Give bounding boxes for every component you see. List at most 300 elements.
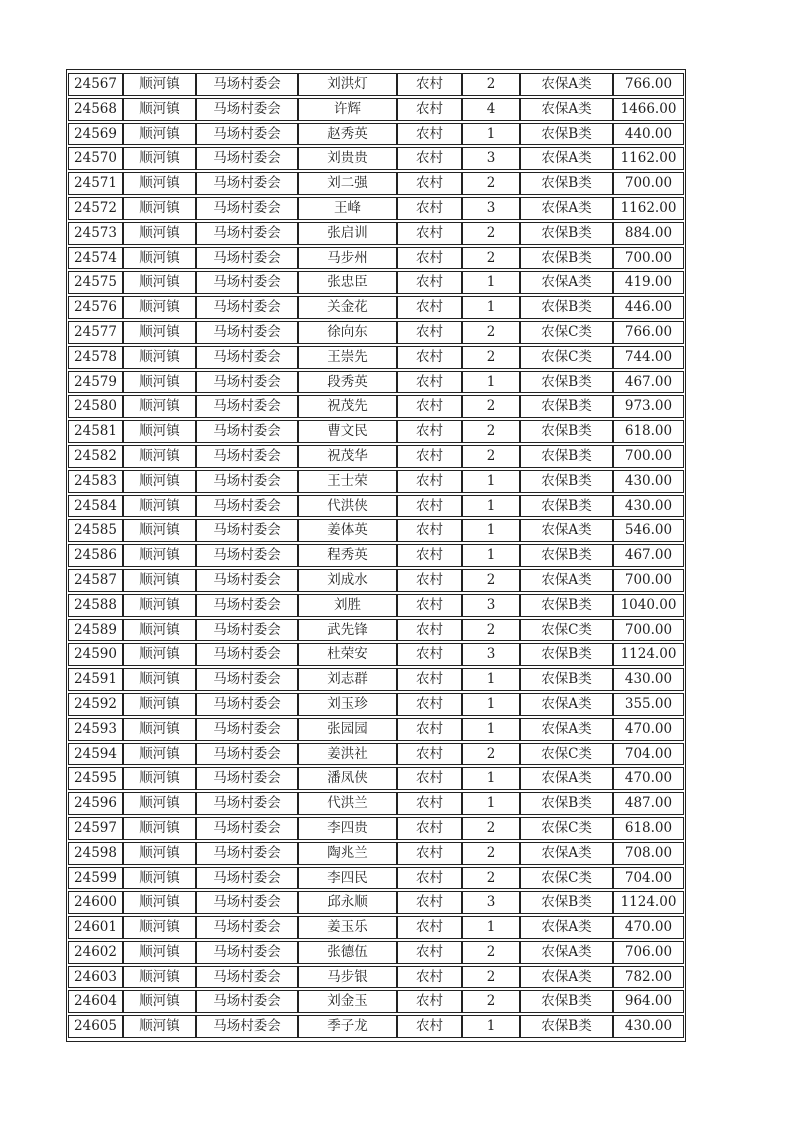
cell-town: 顺河镇 <box>123 271 196 294</box>
cell-insurance-category: 农保A类 <box>520 197 613 220</box>
table-row <box>68 544 684 567</box>
cell-amount: 706.00 <box>613 941 684 964</box>
cell-serial: 24580 <box>68 395 123 418</box>
cell-town: 顺河镇 <box>123 718 196 741</box>
table-row <box>68 941 684 964</box>
cell-insurance-category: 农保B类 <box>520 123 613 146</box>
cell-insurance-category: 农保A类 <box>520 718 613 741</box>
cell-village: 马场村委会 <box>196 916 298 939</box>
cell-serial: 24573 <box>68 222 123 245</box>
cell-person-count: 2 <box>462 842 520 865</box>
cell-serial: 24605 <box>68 1015 123 1038</box>
table-row <box>68 693 684 716</box>
cell-amount: 430.00 <box>613 470 684 493</box>
cell-serial: 24575 <box>68 271 123 294</box>
cell-insurance-category: 农保B类 <box>520 495 613 518</box>
cell-residence-type: 农村 <box>397 916 462 939</box>
cell-person-count: 1 <box>462 296 520 319</box>
cell-town: 顺河镇 <box>123 296 196 319</box>
cell-residence-type: 农村 <box>397 222 462 245</box>
table-row <box>68 123 684 146</box>
cell-amount: 700.00 <box>613 569 684 592</box>
cell-name: 武先锋 <box>298 619 397 642</box>
cell-residence-type: 农村 <box>397 197 462 220</box>
table-row <box>68 767 684 790</box>
cell-person-count: 2 <box>462 222 520 245</box>
cell-town: 顺河镇 <box>123 420 196 443</box>
cell-person-count: 1 <box>462 123 520 146</box>
table-row <box>68 420 684 443</box>
cell-residence-type: 农村 <box>397 743 462 766</box>
cell-name: 代洪侠 <box>298 495 397 518</box>
cell-town: 顺河镇 <box>123 495 196 518</box>
cell-serial: 24600 <box>68 891 123 914</box>
cell-residence-type: 农村 <box>397 594 462 617</box>
table-row <box>68 643 684 666</box>
cell-town: 顺河镇 <box>123 1015 196 1038</box>
cell-village: 马场村委会 <box>196 817 298 840</box>
cell-name: 刘玉珍 <box>298 693 397 716</box>
table-row <box>68 445 684 468</box>
cell-insurance-category: 农保B类 <box>520 371 613 394</box>
cell-insurance-category: 农保B类 <box>520 594 613 617</box>
cell-town: 顺河镇 <box>123 668 196 691</box>
cell-town: 顺河镇 <box>123 916 196 939</box>
cell-town: 顺河镇 <box>123 470 196 493</box>
cell-name: 李四民 <box>298 867 397 890</box>
cell-name: 段秀英 <box>298 371 397 394</box>
cell-name: 徐向东 <box>298 321 397 344</box>
cell-amount: 618.00 <box>613 420 684 443</box>
cell-village: 马场村委会 <box>196 123 298 146</box>
cell-village: 马场村委会 <box>196 247 298 270</box>
cell-village: 马场村委会 <box>196 395 298 418</box>
cell-village: 马场村委会 <box>196 941 298 964</box>
cell-name: 王崇先 <box>298 346 397 369</box>
table-row <box>68 321 684 344</box>
cell-amount: 700.00 <box>613 619 684 642</box>
cell-village: 马场村委会 <box>196 891 298 914</box>
cell-residence-type: 农村 <box>397 966 462 989</box>
cell-amount: 419.00 <box>613 271 684 294</box>
cell-insurance-category: 农保A类 <box>520 147 613 170</box>
cell-town: 顺河镇 <box>123 346 196 369</box>
cell-name: 祝茂华 <box>298 445 397 468</box>
table-row <box>68 743 684 766</box>
cell-amount: 782.00 <box>613 966 684 989</box>
cell-village: 马场村委会 <box>196 271 298 294</box>
cell-serial: 24567 <box>68 73 123 96</box>
cell-name: 王峰 <box>298 197 397 220</box>
cell-town: 顺河镇 <box>123 147 196 170</box>
cell-name: 刘志群 <box>298 668 397 691</box>
cell-serial: 24585 <box>68 519 123 542</box>
cell-insurance-category: 农保B类 <box>520 470 613 493</box>
cell-insurance-category: 农保C类 <box>520 817 613 840</box>
cell-village: 马场村委会 <box>196 420 298 443</box>
cell-name: 姜玉乐 <box>298 916 397 939</box>
cell-serial: 24572 <box>68 197 123 220</box>
cell-serial: 24569 <box>68 123 123 146</box>
cell-serial: 24589 <box>68 619 123 642</box>
cell-village: 马场村委会 <box>196 668 298 691</box>
table-row <box>68 867 684 890</box>
cell-name: 程秀英 <box>298 544 397 567</box>
cell-person-count: 2 <box>462 619 520 642</box>
cell-name: 关金花 <box>298 296 397 319</box>
cell-amount: 546.00 <box>613 519 684 542</box>
cell-person-count: 2 <box>462 420 520 443</box>
cell-town: 顺河镇 <box>123 395 196 418</box>
cell-insurance-category: 农保A类 <box>520 569 613 592</box>
cell-town: 顺河镇 <box>123 569 196 592</box>
cell-serial: 24584 <box>68 495 123 518</box>
cell-amount: 700.00 <box>613 247 684 270</box>
table-row <box>68 172 684 195</box>
cell-village: 马场村委会 <box>196 718 298 741</box>
cell-person-count: 2 <box>462 569 520 592</box>
cell-serial: 24594 <box>68 743 123 766</box>
cell-village: 马场村委会 <box>196 990 298 1013</box>
cell-serial: 24570 <box>68 147 123 170</box>
cell-serial: 24602 <box>68 941 123 964</box>
table-row <box>68 990 684 1013</box>
cell-person-count: 2 <box>462 941 520 964</box>
cell-name: 邱永顺 <box>298 891 397 914</box>
cell-name: 刘胜 <box>298 594 397 617</box>
cell-residence-type: 农村 <box>397 371 462 394</box>
cell-name: 姜洪社 <box>298 743 397 766</box>
cell-serial: 24571 <box>68 172 123 195</box>
cell-serial: 24599 <box>68 867 123 890</box>
cell-residence-type: 农村 <box>397 792 462 815</box>
cell-residence-type: 农村 <box>397 98 462 121</box>
cell-residence-type: 农村 <box>397 619 462 642</box>
cell-serial: 24595 <box>68 767 123 790</box>
cell-amount: 470.00 <box>613 718 684 741</box>
cell-insurance-category: 农保C类 <box>520 867 613 890</box>
cell-residence-type: 农村 <box>397 990 462 1013</box>
cell-person-count: 2 <box>462 73 520 96</box>
cell-name: 张忠臣 <box>298 271 397 294</box>
cell-name: 祝茂先 <box>298 395 397 418</box>
cell-serial: 24583 <box>68 470 123 493</box>
cell-village: 马场村委会 <box>196 73 298 96</box>
cell-insurance-category: 农保A类 <box>520 916 613 939</box>
cell-amount: 884.00 <box>613 222 684 245</box>
cell-village: 马场村委会 <box>196 966 298 989</box>
cell-serial: 24593 <box>68 718 123 741</box>
cell-town: 顺河镇 <box>123 891 196 914</box>
cell-amount: 470.00 <box>613 767 684 790</box>
cell-amount: 1162.00 <box>613 147 684 170</box>
cell-amount: 964.00 <box>613 990 684 1013</box>
cell-insurance-category: 农保A类 <box>520 966 613 989</box>
cell-serial: 24590 <box>68 643 123 666</box>
cell-town: 顺河镇 <box>123 643 196 666</box>
cell-residence-type: 农村 <box>397 247 462 270</box>
cell-serial: 24597 <box>68 817 123 840</box>
cell-insurance-category: 农保A类 <box>520 842 613 865</box>
cell-serial: 24588 <box>68 594 123 617</box>
cell-village: 马场村委会 <box>196 296 298 319</box>
cell-residence-type: 农村 <box>397 767 462 790</box>
cell-insurance-category: 农保B类 <box>520 544 613 567</box>
cell-residence-type: 农村 <box>397 123 462 146</box>
cell-residence-type: 农村 <box>397 495 462 518</box>
cell-serial: 24598 <box>68 842 123 865</box>
table-body <box>68 73 684 1038</box>
cell-town: 顺河镇 <box>123 222 196 245</box>
cell-residence-type: 农村 <box>397 643 462 666</box>
cell-insurance-category: 农保B类 <box>520 891 613 914</box>
cell-amount: 430.00 <box>613 1015 684 1038</box>
cell-person-count: 1 <box>462 767 520 790</box>
cell-town: 顺河镇 <box>123 197 196 220</box>
cell-person-count: 1 <box>462 792 520 815</box>
cell-amount: 708.00 <box>613 842 684 865</box>
cell-village: 马场村委会 <box>196 842 298 865</box>
cell-town: 顺河镇 <box>123 619 196 642</box>
cell-village: 马场村委会 <box>196 172 298 195</box>
cell-insurance-category: 农保B类 <box>520 222 613 245</box>
cell-town: 顺河镇 <box>123 123 196 146</box>
cell-village: 马场村委会 <box>196 643 298 666</box>
cell-insurance-category: 农保B类 <box>520 247 613 270</box>
cell-amount: 467.00 <box>613 371 684 394</box>
cell-name: 代洪兰 <box>298 792 397 815</box>
cell-serial: 24574 <box>68 247 123 270</box>
cell-person-count: 2 <box>462 346 520 369</box>
cell-insurance-category: 农保A类 <box>520 98 613 121</box>
cell-residence-type: 农村 <box>397 1015 462 1038</box>
cell-amount: 355.00 <box>613 693 684 716</box>
cell-insurance-category: 农保A类 <box>520 693 613 716</box>
cell-village: 马场村委会 <box>196 470 298 493</box>
cell-amount: 700.00 <box>613 445 684 468</box>
cell-residence-type: 农村 <box>397 321 462 344</box>
cell-name: 杜荣安 <box>298 643 397 666</box>
cell-serial: 24576 <box>68 296 123 319</box>
cell-serial: 24603 <box>68 966 123 989</box>
table-row <box>68 1015 684 1038</box>
cell-amount: 704.00 <box>613 867 684 890</box>
cell-person-count: 1 <box>462 544 520 567</box>
table-row <box>68 346 684 369</box>
cell-town: 顺河镇 <box>123 519 196 542</box>
cell-serial: 24578 <box>68 346 123 369</box>
cell-person-count: 3 <box>462 197 520 220</box>
cell-name: 刘洪灯 <box>298 73 397 96</box>
cell-person-count: 1 <box>462 668 520 691</box>
cell-amount: 1162.00 <box>613 197 684 220</box>
cell-residence-type: 农村 <box>397 569 462 592</box>
cell-name: 马步银 <box>298 966 397 989</box>
cell-name: 张启训 <box>298 222 397 245</box>
table-row <box>68 296 684 319</box>
cell-person-count: 4 <box>462 98 520 121</box>
cell-village: 马场村委会 <box>196 321 298 344</box>
cell-village: 马场村委会 <box>196 693 298 716</box>
cell-village: 马场村委会 <box>196 594 298 617</box>
cell-insurance-category: 农保A类 <box>520 519 613 542</box>
cell-town: 顺河镇 <box>123 743 196 766</box>
cell-amount: 618.00 <box>613 817 684 840</box>
cell-serial: 24601 <box>68 916 123 939</box>
cell-town: 顺河镇 <box>123 817 196 840</box>
cell-village: 马场村委会 <box>196 1015 298 1038</box>
cell-amount: 1124.00 <box>613 891 684 914</box>
cell-village: 马场村委会 <box>196 867 298 890</box>
cell-name: 李四贵 <box>298 817 397 840</box>
cell-person-count: 1 <box>462 271 520 294</box>
cell-residence-type: 农村 <box>397 445 462 468</box>
cell-serial: 24581 <box>68 420 123 443</box>
cell-insurance-category: 农保A类 <box>520 271 613 294</box>
cell-town: 顺河镇 <box>123 544 196 567</box>
cell-amount: 1124.00 <box>613 643 684 666</box>
cell-serial: 24604 <box>68 990 123 1013</box>
table-row <box>68 98 684 121</box>
cell-amount: 744.00 <box>613 346 684 369</box>
cell-village: 马场村委会 <box>196 767 298 790</box>
cell-residence-type: 农村 <box>397 693 462 716</box>
cell-insurance-category: 农保B类 <box>520 296 613 319</box>
cell-name: 王士荣 <box>298 470 397 493</box>
cell-residence-type: 农村 <box>397 271 462 294</box>
table-row <box>68 594 684 617</box>
cell-insurance-category: 农保B类 <box>520 668 613 691</box>
cell-town: 顺河镇 <box>123 73 196 96</box>
cell-name: 刘贵贵 <box>298 147 397 170</box>
cell-insurance-category: 农保C类 <box>520 743 613 766</box>
cell-village: 马场村委会 <box>196 743 298 766</box>
cell-serial: 24596 <box>68 792 123 815</box>
table-row <box>68 495 684 518</box>
cell-person-count: 1 <box>462 1015 520 1038</box>
cell-amount: 1040.00 <box>613 594 684 617</box>
table-row <box>68 842 684 865</box>
cell-person-count: 1 <box>462 718 520 741</box>
cell-town: 顺河镇 <box>123 792 196 815</box>
cell-village: 马场村委会 <box>196 495 298 518</box>
cell-village: 马场村委会 <box>196 371 298 394</box>
table-row <box>68 891 684 914</box>
cell-name: 赵秀英 <box>298 123 397 146</box>
cell-village: 马场村委会 <box>196 197 298 220</box>
cell-amount: 440.00 <box>613 123 684 146</box>
cell-name: 曹文民 <box>298 420 397 443</box>
cell-village: 马场村委会 <box>196 544 298 567</box>
table-row <box>68 569 684 592</box>
cell-name: 姜体英 <box>298 519 397 542</box>
cell-name: 马步州 <box>298 247 397 270</box>
cell-residence-type: 农村 <box>397 891 462 914</box>
cell-name: 刘二强 <box>298 172 397 195</box>
table-row <box>68 817 684 840</box>
cell-village: 马场村委会 <box>196 222 298 245</box>
cell-amount: 1466.00 <box>613 98 684 121</box>
cell-name: 张德伍 <box>298 941 397 964</box>
cell-residence-type: 农村 <box>397 519 462 542</box>
table-row <box>68 73 684 96</box>
cell-amount: 446.00 <box>613 296 684 319</box>
cell-serial: 24587 <box>68 569 123 592</box>
cell-person-count: 2 <box>462 172 520 195</box>
cell-person-count: 1 <box>462 495 520 518</box>
cell-residence-type: 农村 <box>397 73 462 96</box>
cell-village: 马场村委会 <box>196 519 298 542</box>
cell-residence-type: 农村 <box>397 867 462 890</box>
table-row <box>68 147 684 170</box>
cell-person-count: 3 <box>462 147 520 170</box>
cell-person-count: 2 <box>462 321 520 344</box>
table-row <box>68 371 684 394</box>
cell-person-count: 2 <box>462 817 520 840</box>
cell-amount: 766.00 <box>613 73 684 96</box>
cell-village: 马场村委会 <box>196 792 298 815</box>
table-row <box>68 619 684 642</box>
table-row <box>68 395 684 418</box>
table-row <box>68 916 684 939</box>
table-row <box>68 271 684 294</box>
cell-name: 刘成水 <box>298 569 397 592</box>
table-row <box>68 718 684 741</box>
cell-person-count: 2 <box>462 445 520 468</box>
cell-town: 顺河镇 <box>123 247 196 270</box>
cell-town: 顺河镇 <box>123 371 196 394</box>
cell-residence-type: 农村 <box>397 346 462 369</box>
cell-person-count: 1 <box>462 470 520 493</box>
cell-insurance-category: 农保B类 <box>520 990 613 1013</box>
cell-name: 刘金玉 <box>298 990 397 1013</box>
cell-amount: 467.00 <box>613 544 684 567</box>
cell-town: 顺河镇 <box>123 98 196 121</box>
cell-insurance-category: 农保B类 <box>520 1015 613 1038</box>
cell-insurance-category: 农保A类 <box>520 767 613 790</box>
cell-insurance-category: 农保B类 <box>520 420 613 443</box>
cell-person-count: 3 <box>462 891 520 914</box>
cell-residence-type: 农村 <box>397 172 462 195</box>
cell-residence-type: 农村 <box>397 296 462 319</box>
cell-amount: 700.00 <box>613 172 684 195</box>
table-row <box>68 470 684 493</box>
table-row <box>68 792 684 815</box>
cell-residence-type: 农村 <box>397 668 462 691</box>
cell-residence-type: 农村 <box>397 395 462 418</box>
cell-serial: 24586 <box>68 544 123 567</box>
cell-village: 马场村委会 <box>196 445 298 468</box>
cell-town: 顺河镇 <box>123 990 196 1013</box>
table-row <box>68 222 684 245</box>
cell-person-count: 3 <box>462 643 520 666</box>
cell-village: 马场村委会 <box>196 147 298 170</box>
cell-name: 潘凤侠 <box>298 767 397 790</box>
cell-residence-type: 农村 <box>397 842 462 865</box>
payment-table-frame <box>66 69 686 1042</box>
cell-insurance-category: 农保A类 <box>520 941 613 964</box>
cell-insurance-category: 农保A类 <box>520 73 613 96</box>
cell-amount: 766.00 <box>613 321 684 344</box>
cell-amount: 470.00 <box>613 916 684 939</box>
cell-serial: 24568 <box>68 98 123 121</box>
cell-person-count: 2 <box>462 743 520 766</box>
cell-person-count: 2 <box>462 867 520 890</box>
cell-person-count: 2 <box>462 395 520 418</box>
cell-town: 顺河镇 <box>123 867 196 890</box>
cell-town: 顺河镇 <box>123 172 196 195</box>
cell-name: 陶兆兰 <box>298 842 397 865</box>
